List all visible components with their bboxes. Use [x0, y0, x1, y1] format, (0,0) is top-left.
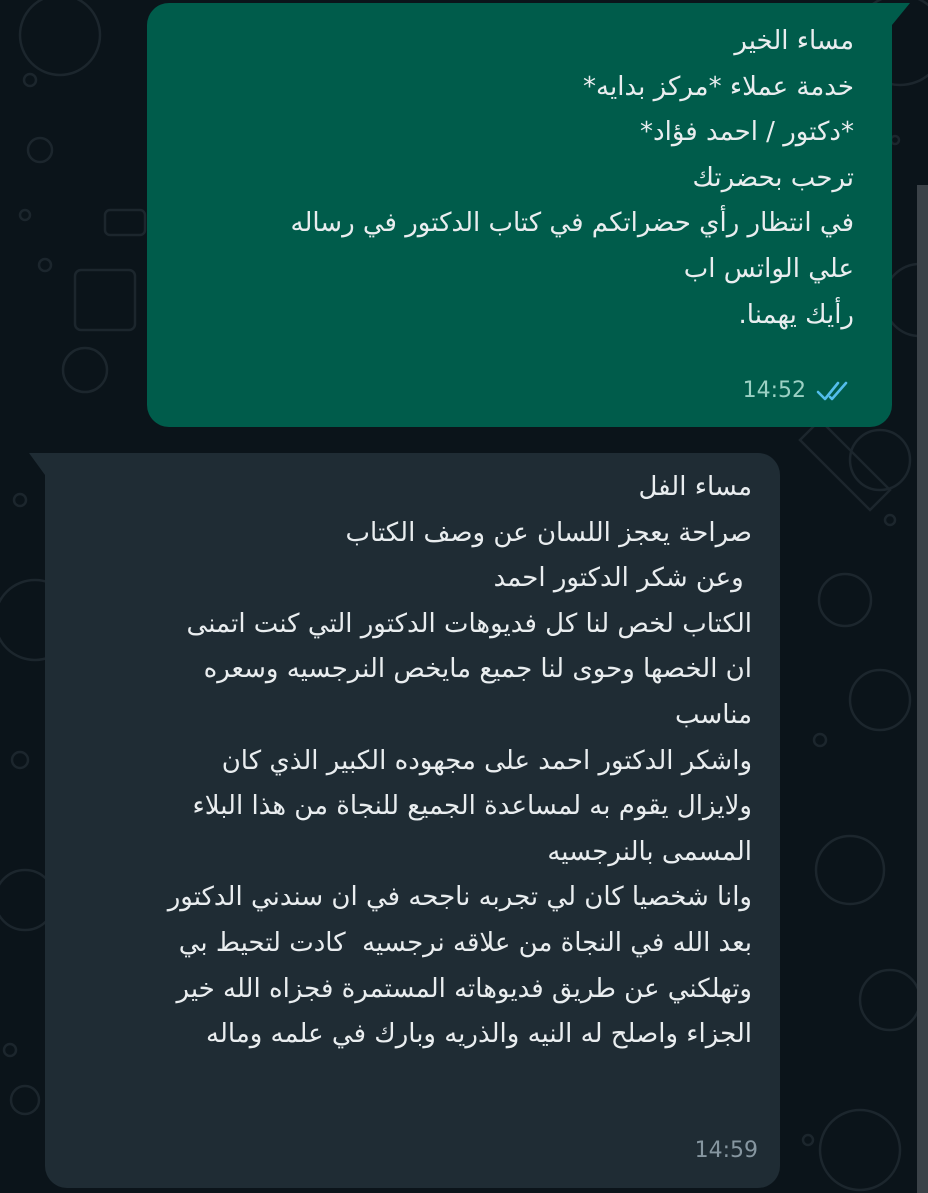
message-timestamp: 14:59: [694, 1138, 758, 1164]
message-line: ولايزال يقوم به لمساعدة الجميع للنجاة من هذا البلاء: [192, 791, 752, 822]
message-line: وتهلكني عن طريق فديوهاته المستمرة فجزاه الله خير: [176, 973, 752, 1004]
double-check-read-icon: [816, 380, 854, 402]
message-meta: [695, 1128, 758, 1174]
bubble-tail: [29, 453, 45, 475]
message-timestamp: 14:52: [742, 378, 806, 404]
message-line: *دكتور / احمد فؤاد*: [640, 117, 854, 148]
message-line: مساء الفل: [638, 472, 752, 502]
incoming-message-bubble[interactable]: [45, 453, 780, 1188]
message-line: في انتظار رأي حضراتكم في كتاب الدكتور في رساله: [290, 208, 854, 239]
message-line: ان الخصها وحوى لنا جميع مايخص النرجسيه وسعره: [203, 654, 752, 685]
message-line: صراحة يعجز اللسان عن وصف الكتاب: [345, 517, 752, 548]
message-line: خدمة عملاء *مركز بدايه*: [583, 71, 854, 102]
message-line: الجزاء واصلح له النيه والذريه وبارك في علمه وماله: [206, 1019, 752, 1050]
message-line: واشكر الدكتور احمد على مجهوده الكبير الذي كان: [221, 745, 752, 776]
message-line: الكتاب لخص لنا كل فديوهات الدكتور التي كنت اتمنى: [186, 608, 752, 639]
message-meta: [743, 368, 854, 414]
message-line: وعن شكر الدكتور احمد: [493, 563, 752, 594]
scrollbar-track[interactable]: [917, 185, 928, 1193]
message-line: مساء الخير: [734, 26, 854, 56]
message-line: المسمى بالنرجسيه: [547, 836, 752, 867]
bubble-tail: [892, 3, 910, 25]
message-line: مناسب: [674, 699, 752, 730]
message-line: علي الواتس اب: [683, 253, 854, 284]
message-line: ترحب بحضرتك: [692, 162, 854, 193]
message-line: بعد الله في النجاة من علاقه نرجسيه كادت لتحيط بي: [178, 927, 752, 958]
outgoing-message-bubble[interactable]: [147, 3, 892, 427]
message-line: رأيك يهمنا.: [738, 299, 854, 330]
message-line: وانا شخصيا كان لي تجربه ناجحه في ان سندني الدكتور: [167, 882, 752, 913]
